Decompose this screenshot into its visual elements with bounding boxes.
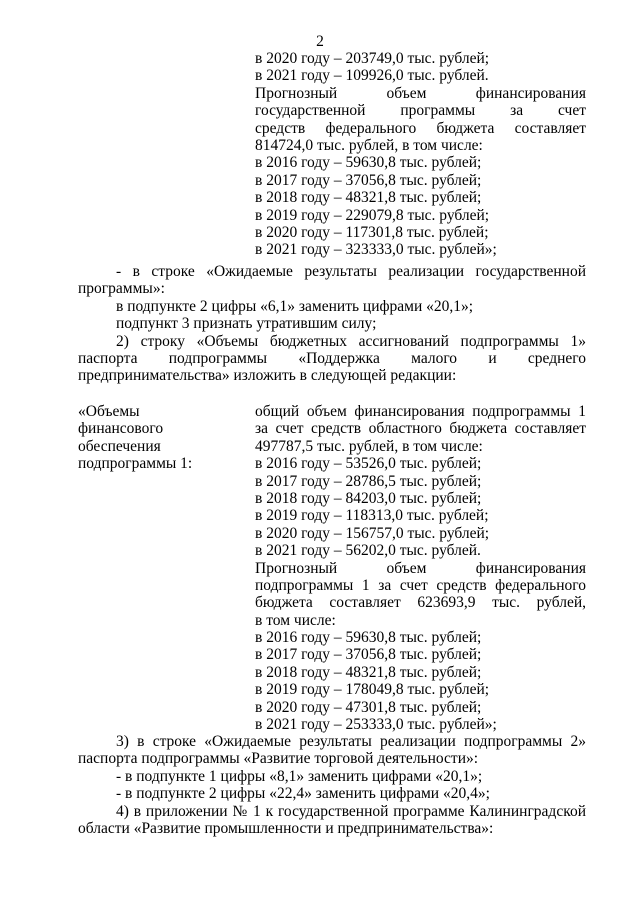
text-line: в 2020 году – 117301,8 тыс. рублей; bbox=[255, 223, 489, 241]
text-line: общий объем финансирования подпрограммы 1 bbox=[255, 403, 586, 420]
text-line: в 2017 году – 37056,8 тыс. рублей; bbox=[255, 646, 482, 664]
text-line: предпринимательства» изложить в следующей редакции: bbox=[78, 367, 457, 385]
text-line: Прогнозный объем финансирования bbox=[255, 84, 586, 102]
text-line: в 2021 году – 323333,0 тыс. рублей»; bbox=[255, 241, 497, 259]
paragraph-subprogram-2 bbox=[78, 733, 586, 837]
text-line: в 2018 году – 84203,0 тыс. рублей; bbox=[255, 489, 482, 507]
text-line: 2) строку «Объемы бюджетных ассигнований подпрограммы 1» bbox=[116, 332, 586, 350]
text-line: 814724,0 тыс. рублей, в том числе: bbox=[255, 136, 483, 154]
text-line: - в строке «Ожидаемые результаты реализации государственной bbox=[116, 263, 586, 280]
text-line: области «Развитие промышленности и предпринимательства»: bbox=[78, 819, 494, 837]
text-line: в 2020 году – 203749,0 тыс. рублей; bbox=[255, 50, 490, 67]
text-line: в 2021 году – 56202,0 тыс. рублей. bbox=[255, 542, 481, 560]
text-line: средств федерального бюджета составляет bbox=[255, 119, 586, 137]
text-line: 497787,5 тыс. рублей, в том числе: bbox=[255, 437, 483, 455]
text-line: 4) в приложении № 1 к государственной программе Калининградской bbox=[116, 802, 586, 820]
text-line: в 2018 году – 48321,8 тыс. рублей; bbox=[255, 189, 482, 207]
text-line: 3) в строке «Ожидаемые результаты реализации подпрограммы 2» bbox=[116, 733, 586, 750]
text-line: в 2019 году – 118313,0 тыс. рублей; bbox=[255, 507, 489, 525]
text-line: в 2017 году – 28786,5 тыс. рублей; bbox=[255, 472, 482, 490]
text-line: - в подпункте 1 цифры «8,1» заменить цифрами «20,1»; bbox=[116, 767, 483, 785]
text-line: в 2020 году – 156757,0 тыс. рублей; bbox=[255, 524, 490, 542]
text-line: подпрограммы 1 за счет средств федерального bbox=[255, 576, 586, 594]
text-line: в 2017 году – 37056,8 тыс. рублей; bbox=[255, 171, 482, 189]
text-line: паспорта подпрограммы «Развитие торговой деятельности»: bbox=[78, 750, 479, 768]
text-line: программы»: bbox=[78, 280, 165, 298]
table-left-cell bbox=[78, 403, 238, 473]
text-line: государственной программы за счет bbox=[255, 102, 586, 120]
text-line: в 2019 году – 178049,8 тыс. рублей; bbox=[255, 681, 490, 699]
text-line: подпрограммы 1: bbox=[78, 455, 193, 473]
text-line: бюджета составляет 623693,9 тыс. рублей, bbox=[255, 594, 586, 612]
text-line: в 2021 году – 109926,0 тыс. рублей. bbox=[255, 67, 489, 85]
text-line: в 2016 году – 59630,8 тыс. рублей; bbox=[255, 629, 482, 647]
text-line: за счет средств областного бюджета составляет bbox=[255, 420, 586, 438]
top-financing-block bbox=[255, 50, 586, 259]
text-line: паспорта подпрограммы «Поддержка малого и среднего bbox=[78, 349, 586, 367]
text-line: подпункт 3 признать утратившим силу; bbox=[116, 315, 377, 333]
text-line: Прогнозный объем финансирования bbox=[255, 559, 586, 577]
text-line: в 2018 году – 48321,8 тыс. рублей; bbox=[255, 663, 482, 681]
text-line: финансового bbox=[78, 420, 164, 438]
text-line: в 2016 году – 59630,8 тыс. рублей; bbox=[255, 154, 482, 172]
text-line: - в подпункте 2 цифры «22,4» заменить цифрами «20,4»; bbox=[116, 785, 490, 803]
page-number: 2 bbox=[316, 33, 324, 50]
text-line: в 2021 году – 253333,0 тыс. рублей»; bbox=[255, 716, 497, 734]
text-line: в 2019 году – 229079,8 тыс. рублей; bbox=[255, 206, 490, 224]
text-line: «Объемы bbox=[78, 403, 140, 420]
text-line: обеспечения bbox=[78, 437, 161, 455]
table-right-cell bbox=[255, 403, 586, 733]
text-line: в том числе: bbox=[255, 611, 336, 629]
text-line: в 2020 году – 47301,8 тыс. рублей; bbox=[255, 698, 482, 716]
text-line: в 2016 году – 53526,0 тыс. рублей; bbox=[255, 455, 482, 473]
text-line: в подпункте 2 цифры «6,1» заменить цифрами «20,1»; bbox=[116, 297, 474, 315]
paragraph-expected-results bbox=[78, 263, 586, 385]
